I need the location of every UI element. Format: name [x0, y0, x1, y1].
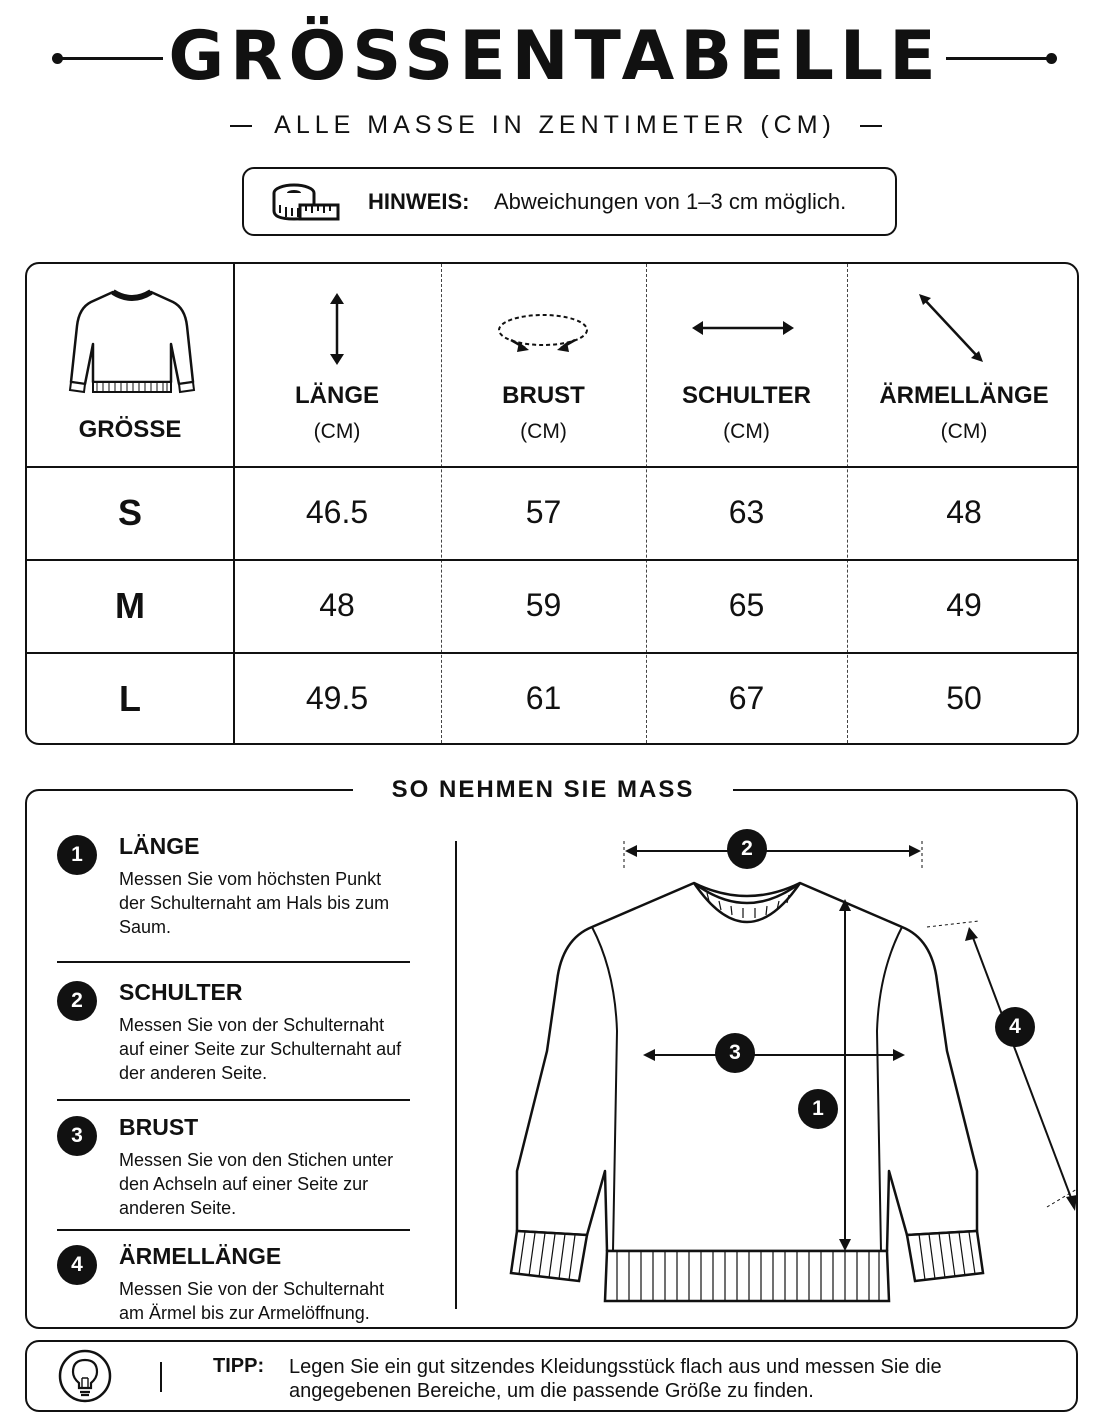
step-title: BRUST: [119, 1114, 199, 1140]
sweater-waistband: [605, 1251, 889, 1301]
tip-box: [25, 1340, 1078, 1412]
howto-vertical-divider: [455, 841, 457, 1309]
note-label: HINWEIS:: [368, 189, 470, 214]
sweater-thumbnail-icon: [67, 286, 197, 398]
step-number: 4: [57, 1245, 97, 1285]
step-aermellaenge: [57, 1243, 411, 1323]
step-brust: [57, 1114, 411, 1224]
note-box: [242, 167, 897, 236]
step-text: Messen Sie vom höchsten Punkt der Schulternaht am Hals bis zum Saum.: [119, 869, 390, 937]
column-header-aermellaenge: [847, 382, 1079, 444]
vertical-arrow-icon: [325, 290, 349, 368]
size-header-cell: [27, 416, 233, 444]
step-laenge: [57, 833, 411, 943]
lightbulb-icon: [57, 1348, 113, 1404]
tip-label: TIPP:: [213, 1355, 265, 1377]
sweater-diagram: [467, 811, 1077, 1311]
horizontal-arrow-icon: [691, 318, 795, 338]
howto-section: [25, 776, 1078, 1329]
step-title: SCHULTER: [119, 979, 243, 1005]
value-cell: 63: [728, 494, 765, 530]
subtitle-right-dash: [860, 125, 882, 127]
tip-text: Legen Sie ein gut sitzendes Kleidungsstück flach aus und messen Sie die angegebenen Bereiche, um die passende Größe zu finden.: [289, 1356, 942, 1402]
sleeve-measure-line: [972, 935, 1073, 1203]
measuring-tape-icon: [270, 179, 342, 227]
value-cell: 50: [946, 680, 982, 716]
tip-divider: [160, 1362, 162, 1392]
step-number: 2: [57, 981, 97, 1021]
note-text: Abweichungen von 1–3 cm möglich.: [494, 189, 847, 214]
column-label: ÄRMELLÄNGE: [879, 382, 1049, 409]
title-row: [0, 18, 1110, 96]
subtitle-row: [0, 108, 1110, 142]
diagram-marker-2: 2: [727, 829, 767, 869]
size-cell: S: [117, 491, 142, 533]
column-label: BRUST: [502, 382, 585, 409]
left-cuff: [511, 1231, 587, 1281]
step-divider: [57, 1229, 410, 1231]
size-cell: L: [119, 677, 141, 719]
step-title: LÄNGE: [119, 833, 200, 859]
diagonal-arrow-icon: [917, 292, 985, 364]
value-cell: 61: [525, 680, 562, 716]
value-cell: 59: [525, 587, 562, 623]
step-schulter: [57, 979, 411, 1089]
circular-arrow-icon: [493, 308, 593, 358]
title-right-line: [946, 57, 1054, 60]
page-subtitle: ALLE MASSE IN ZENTIMETER (CM): [274, 111, 836, 139]
howto-title: SO NEHMEN SIE MASS: [391, 776, 695, 803]
column-unit: (CM): [723, 420, 770, 443]
title-right-dot: [1046, 53, 1057, 64]
column-unit: (CM): [940, 420, 988, 443]
size-table: [25, 262, 1079, 745]
size-header-label: GRÖSSE: [78, 416, 182, 443]
step-number: 3: [57, 1116, 97, 1156]
size-cell: M: [115, 584, 145, 626]
step-divider: [57, 1099, 410, 1101]
column-header-schulter: [646, 382, 847, 444]
step-divider: [57, 961, 410, 963]
column-label: SCHULTER: [682, 382, 811, 409]
diagram-marker-3: 3: [715, 1033, 755, 1073]
column-label: LÄNGE: [295, 382, 379, 409]
step-title: ÄRMELLÄNGE: [119, 1243, 282, 1269]
column-unit: (CM): [313, 420, 361, 443]
diagram-marker-1: 1: [798, 1089, 838, 1129]
step-text: Messen Sie von der Schulternaht auf einer Seite zur Schulternaht auf der anderen Seite.: [119, 1015, 402, 1083]
step-text: Messen Sie von den Stichen unter den Achseln auf einer Seite zur anderen Seite.: [119, 1150, 394, 1218]
value-cell: 48: [319, 587, 355, 623]
step-text: Messen Sie von der Schulternaht am Ärmel bis zur Armelöffnung.: [119, 1279, 385, 1323]
value-cell: 49.5: [305, 680, 369, 716]
subtitle-left-dash: [230, 125, 252, 127]
shoulder-guide: [624, 841, 922, 871]
value-cell: 48: [946, 494, 982, 530]
page-title: GRÖSSENTABELLE: [168, 17, 942, 96]
column-unit: (CM): [520, 420, 567, 443]
value-cell: 46.5: [305, 494, 369, 530]
step-number: 1: [57, 835, 97, 875]
value-cell: 67: [728, 680, 765, 716]
diagram-marker-4: 4: [995, 1007, 1035, 1047]
column-header-brust: [441, 382, 646, 444]
value-cell: 49: [946, 587, 982, 623]
value-cell: 65: [728, 587, 765, 623]
column-header-laenge: [233, 382, 441, 444]
value-cell: 57: [525, 494, 562, 530]
